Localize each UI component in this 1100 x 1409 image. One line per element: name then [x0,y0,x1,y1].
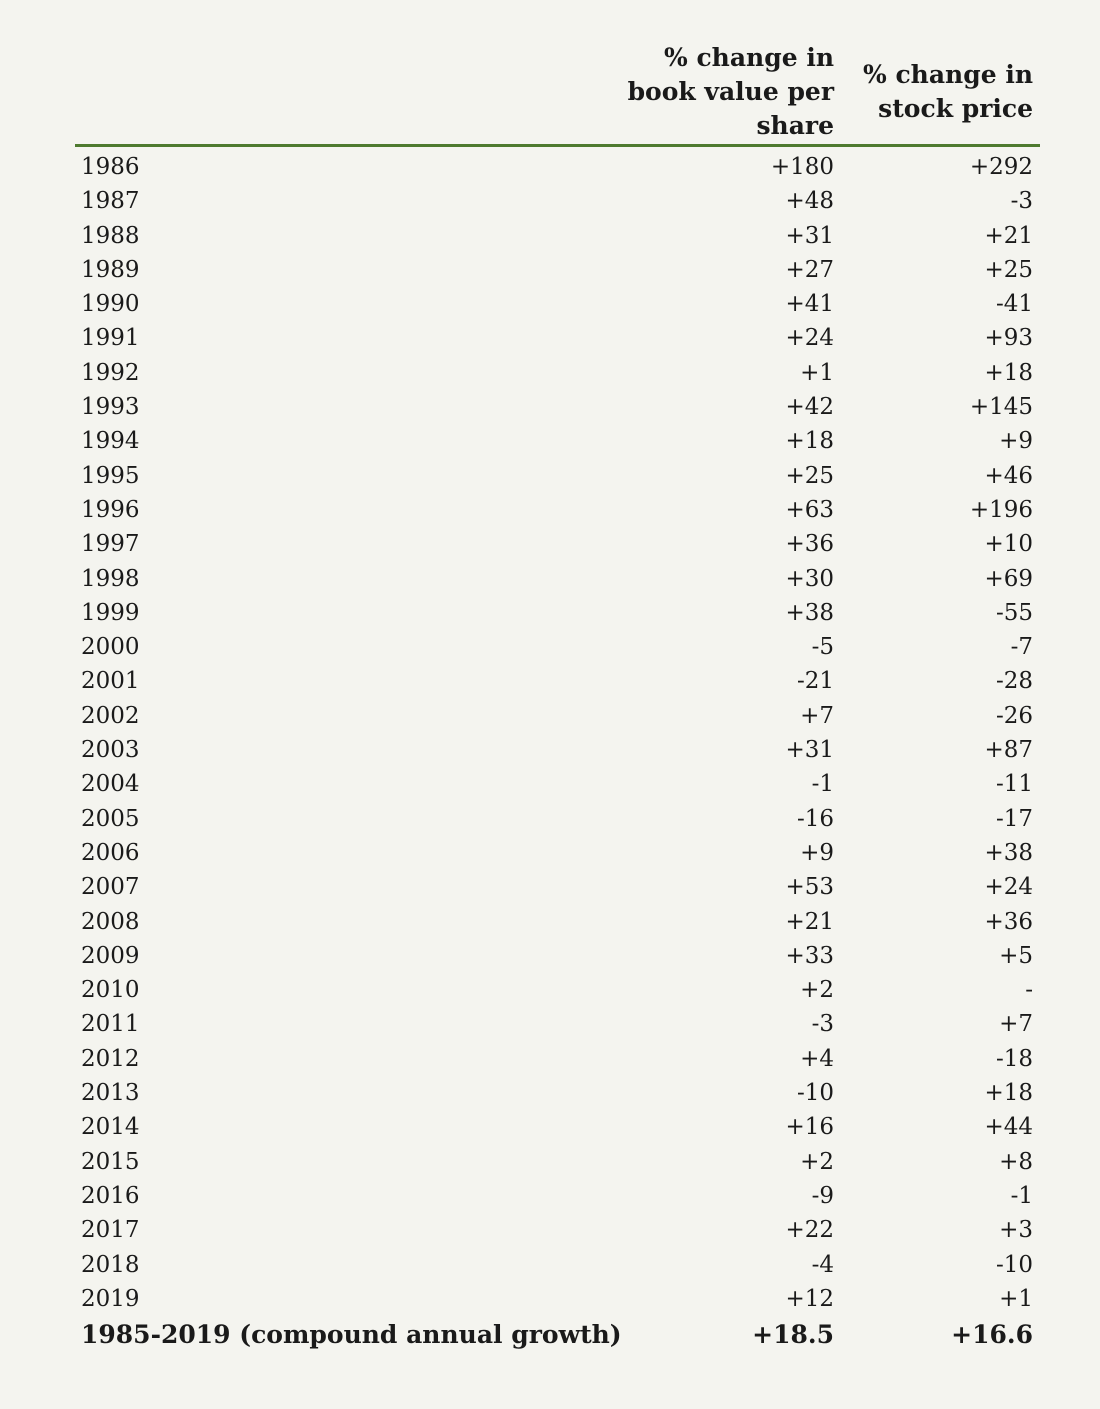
table-row [75,356,1040,390]
table-row [75,424,1040,458]
table-row [75,664,1040,698]
book-value-change: +25 [785,462,834,489]
book-value-change: +1 [800,359,834,386]
stock-price-change: -41 [995,291,1033,318]
table-row [75,870,1040,904]
summary-label: 1985-2019 (compound annual growth) [81,1320,622,1350]
table-row [75,939,1040,973]
book-value-change: +33 [785,942,834,969]
stock-price-change: +38 [984,839,1033,866]
book-value-change: +48 [785,188,834,215]
book-value-change: -10 [796,1080,834,1107]
row-year: 2009 [81,942,140,969]
row-year: 1987 [81,188,140,215]
summary-stock-price: +16.6 [951,1320,1033,1350]
stock-price-change: -3 [1010,188,1033,215]
table-row [75,905,1040,939]
header-divider [75,144,1040,147]
book-value-change: -16 [796,805,834,832]
stock-price-change: +18 [984,359,1033,386]
row-year: 2004 [81,771,140,798]
table-row [75,562,1040,596]
table-row [75,459,1040,493]
stock-price-change: +292 [969,154,1033,180]
row-year: 1991 [81,325,140,352]
book-value-change: +63 [785,496,834,523]
book-value-change: +18 [785,428,834,455]
table-row [75,150,1040,184]
stock-price-column-header: % change in stock price [863,60,1033,123]
book-value-change: -21 [796,668,834,695]
stock-price-change: -11 [995,771,1033,798]
stock-price-change: +18 [984,1080,1033,1107]
table-row [75,1145,1040,1179]
table-row [75,1282,1040,1316]
book-value-column-header: % change in book value per share [627,43,834,140]
row-year: 2019 [81,1285,140,1312]
row-year: 2013 [81,1080,140,1107]
row-year: 2012 [81,1045,140,1072]
stock-price-change: -7 [1010,634,1033,661]
table-body [75,150,1040,1352]
book-value-change: -9 [811,1182,834,1209]
stock-price-change: +3 [999,1217,1033,1244]
row-year: 1997 [81,531,140,558]
table-row [75,767,1040,801]
stock-price-change: +7 [999,1011,1033,1038]
stock-price-change: +36 [984,908,1033,935]
row-year: 2000 [81,634,140,661]
stock-price-change: +46 [984,462,1033,489]
stock-price-change: +25 [984,256,1033,283]
table-row [75,253,1040,287]
row-year: 1989 [81,256,140,283]
row-year: 2011 [81,1011,140,1038]
stock-price-change: -10 [995,1251,1033,1278]
stock-price-change: +44 [984,1114,1033,1141]
table-row [75,184,1040,218]
book-value-change: +9 [800,839,834,866]
table-row [75,836,1040,870]
table-row [75,1042,1040,1076]
table-row [75,219,1040,253]
book-value-change: +12 [785,1285,834,1312]
table-row [75,527,1040,561]
book-value-change: -4 [811,1251,834,1278]
row-year: 1990 [81,291,140,318]
book-value-change: +24 [785,325,834,352]
table-row [75,493,1040,527]
stock-price-change: +9 [999,428,1033,455]
book-value-change: +42 [785,394,834,421]
book-value-change: -3 [811,1011,834,1038]
book-value-change: +4 [800,1045,834,1072]
row-year: 1994 [81,428,140,455]
row-year: 1986 [81,154,140,180]
book-value-change: +16 [785,1114,834,1141]
stock-price-change: +87 [984,737,1033,764]
row-year: 2002 [81,702,140,729]
stock-price-change: +21 [984,222,1033,249]
stock-price-change: -28 [995,668,1033,695]
stock-price-change: +1 [999,1285,1033,1312]
book-value-change: +22 [785,1217,834,1244]
row-year: 2018 [81,1251,140,1278]
row-year: 2010 [81,977,140,1004]
row-year: 1988 [81,222,140,249]
stock-price-change: +24 [984,874,1033,901]
book-value-change: +30 [785,565,834,592]
book-value-change: +38 [785,599,834,626]
table-row [75,973,1040,1007]
book-value-change: +36 [785,531,834,558]
row-year: 2006 [81,839,140,866]
row-year: 1992 [81,359,140,386]
book-value-change: -1 [811,771,834,798]
book-value-change: +53 [785,874,834,901]
stock-price-change: -55 [995,599,1033,626]
book-value-change: +2 [800,977,834,1004]
row-year: 1998 [81,565,140,592]
table-row [75,630,1040,664]
row-year: 2017 [81,1217,140,1244]
row-year: 1993 [81,394,140,421]
row-year: 2016 [81,1182,140,1209]
summary-book-value: +18.5 [752,1320,834,1350]
table-row [75,733,1040,767]
stock-price-change: +10 [984,531,1033,558]
stock-price-change: +5 [999,942,1033,969]
stock-price-change: -17 [995,805,1033,832]
stock-price-change: -18 [995,1045,1033,1072]
book-value-change: +41 [785,291,834,318]
table-row [75,321,1040,355]
row-year: 2008 [81,908,140,935]
table-row [75,1076,1040,1110]
stock-price-change: - [1025,977,1033,1004]
row-year: 2007 [81,874,140,901]
stock-price-change: -26 [995,702,1033,729]
table-row [75,699,1040,733]
table-row [75,287,1040,321]
row-year: 1995 [81,462,140,489]
stock-price-change: +8 [999,1148,1033,1175]
table-row [75,1179,1040,1213]
table-row [75,390,1040,424]
book-value-change: +31 [785,222,834,249]
stock-price-change: +145 [969,394,1033,421]
book-value-change: +31 [785,737,834,764]
table-row [75,802,1040,836]
table-row [75,1110,1040,1144]
table-row [75,596,1040,630]
row-year: 2001 [81,668,140,695]
book-value-change: -5 [811,634,834,661]
stock-price-change: +93 [984,325,1033,352]
book-value-change: +7 [800,702,834,729]
row-year: 2014 [81,1114,140,1141]
row-year: 1996 [81,496,140,523]
book-value-change: +27 [785,256,834,283]
stock-price-change: +196 [969,496,1033,523]
row-year: 2003 [81,737,140,764]
stock-price-change: +69 [984,565,1033,592]
table-row [75,1213,1040,1247]
book-value-change: +180 [770,154,834,180]
table-header [75,40,1040,143]
table-row [75,1007,1040,1041]
stock-price-change: -1 [1010,1182,1033,1209]
book-value-change: +21 [785,908,834,935]
row-year: 2015 [81,1148,140,1175]
book-value-change: +2 [800,1148,834,1175]
row-year: 2005 [81,805,140,832]
row-year: 1999 [81,599,140,626]
table-row [75,1248,1040,1282]
summary-row [75,1318,1040,1352]
